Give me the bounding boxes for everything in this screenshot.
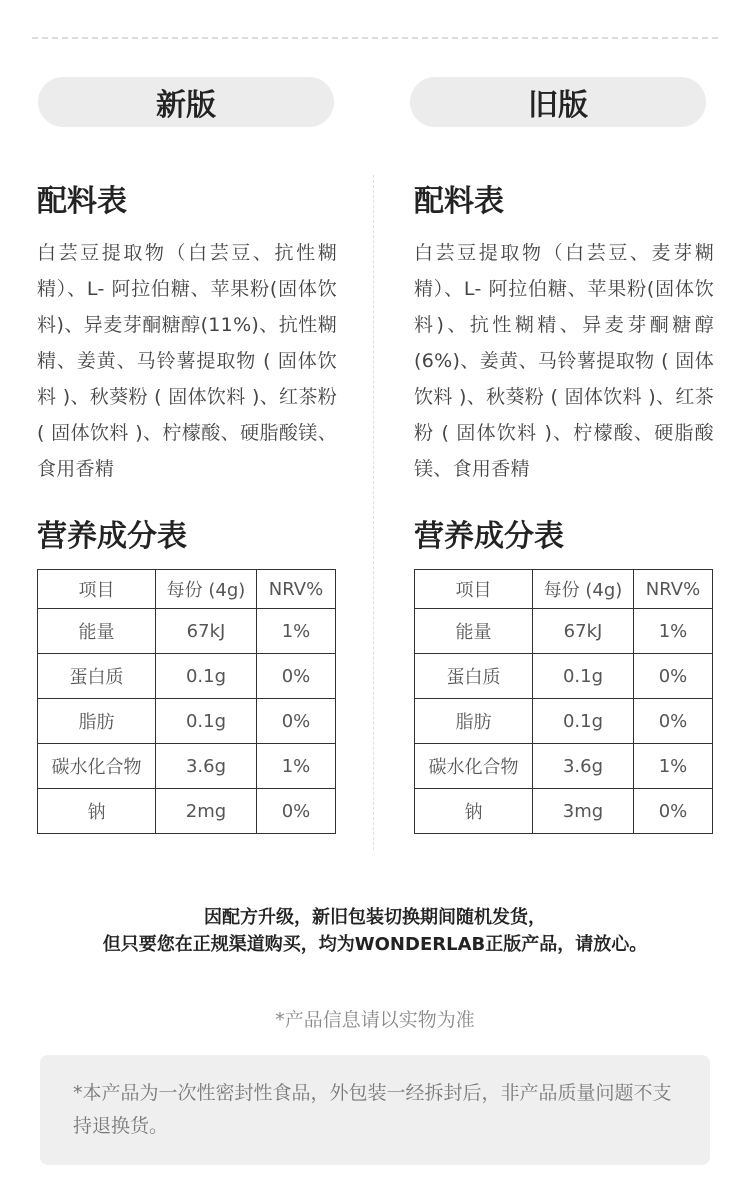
new-version-label: 新版: [38, 77, 334, 127]
new-ingredients-title: 配料表: [37, 184, 127, 219]
old-version-column: [414, 182, 714, 823]
table-cell: 0%: [634, 654, 713, 699]
table-row: [38, 699, 336, 744]
table-cell: 0.1g: [533, 654, 634, 699]
table-cell: 1%: [257, 609, 336, 654]
table-cell: 钠: [38, 789, 156, 834]
table-row: [38, 744, 336, 789]
new-nutrition-table: [37, 569, 336, 834]
table-cell: 蛋白质: [38, 654, 156, 699]
table-cell: 0.1g: [533, 699, 634, 744]
table-cell: 3.6g: [156, 744, 257, 789]
packaging-notice: [0, 904, 750, 958]
table-cell: 3mg: [533, 789, 634, 834]
product-info-disclaimer: *产品信息请以实物为准: [275, 1009, 475, 1031]
table-header-row: [38, 570, 336, 609]
table-row: [38, 654, 336, 699]
table-header-cell: NRV%: [257, 570, 336, 609]
column-divider: [373, 175, 374, 850]
table-cell: 2mg: [156, 789, 257, 834]
table-row: [415, 699, 713, 744]
return-policy-box: [40, 1055, 710, 1165]
old-nutrition-title: 营养成分表: [414, 519, 564, 554]
notice-line-1: 因配方升级，新旧包装切换期间随机发货，: [204, 907, 546, 928]
table-cell: 碳水化合物: [38, 744, 156, 789]
table-row: [38, 609, 336, 654]
new-ingredients-text: 白芸豆提取物（白芸豆、抗性糊精）、L- 阿拉伯糖、苹果粉(固体饮料)、异麦芽酮糖醇(11%)、抗性糊精、姜黄、马铃薯提取物 ( 固体饮料 )、秋葵粉 ( 固体饮料 )、红茶粉 ( 固体饮料 )、柠檬酸、硬脂酸镁、食用香精: [37, 242, 337, 480]
table-cell: 能量: [38, 609, 156, 654]
new-nutrition-title: 营养成分表: [37, 519, 187, 554]
table-cell: 0%: [257, 654, 336, 699]
table-row: [415, 744, 713, 789]
table-cell: 钠: [415, 789, 533, 834]
table-row: [38, 789, 336, 834]
new-version-column: [37, 182, 337, 823]
old-ingredients-title: 配料表: [414, 184, 504, 219]
top-dashed-divider: [32, 37, 718, 39]
table-cell: 0.1g: [156, 654, 257, 699]
old-nutrition-table: [414, 569, 713, 834]
table-header-row: [415, 570, 713, 609]
table-cell: 1%: [634, 609, 713, 654]
notice-line-2: 但只要您在正规渠道购买，均为WONDERLAB正版产品，请放心。: [102, 934, 648, 955]
table-cell: 0%: [257, 789, 336, 834]
table-header-cell: NRV%: [634, 570, 713, 609]
table-cell: 1%: [634, 744, 713, 789]
table-row: [415, 609, 713, 654]
table-cell: 脂肪: [38, 699, 156, 744]
table-header-cell: 每份 (4g): [533, 570, 634, 609]
return-policy-text: *本产品为一次性密封性食品，外包装一经拆封后，非产品质量问题不支持退换货。: [73, 1082, 672, 1137]
table-cell: 1%: [257, 744, 336, 789]
table-cell: 碳水化合物: [415, 744, 533, 789]
table-cell: 蛋白质: [415, 654, 533, 699]
old-ingredients-text: 白芸豆提取物（白芸豆、麦芽糊精）、L- 阿拉伯糖、苹果粉(固体饮料)、抗性糊精、异麦芽酮糖醇(6%)、姜黄、马铃薯提取物 ( 固体饮料 )、秋葵粉 ( 固体饮料 )、红茶粉 ( 固体饮料 )、柠檬酸、硬脂酸镁、食用香精: [414, 242, 714, 480]
old-version-label: 旧版: [410, 77, 706, 127]
table-header-cell: 项目: [38, 570, 156, 609]
table-cell: 67kJ: [533, 609, 634, 654]
table-row: [415, 654, 713, 699]
table-cell: 3.6g: [533, 744, 634, 789]
table-cell: 67kJ: [156, 609, 257, 654]
table-row: [415, 789, 713, 834]
table-header-cell: 项目: [415, 570, 533, 609]
table-header-cell: 每份 (4g): [156, 570, 257, 609]
table-cell: 0%: [634, 699, 713, 744]
table-cell: 脂肪: [415, 699, 533, 744]
table-cell: 0.1g: [156, 699, 257, 744]
table-cell: 0%: [634, 789, 713, 834]
table-cell: 0%: [257, 699, 336, 744]
table-cell: 能量: [415, 609, 533, 654]
